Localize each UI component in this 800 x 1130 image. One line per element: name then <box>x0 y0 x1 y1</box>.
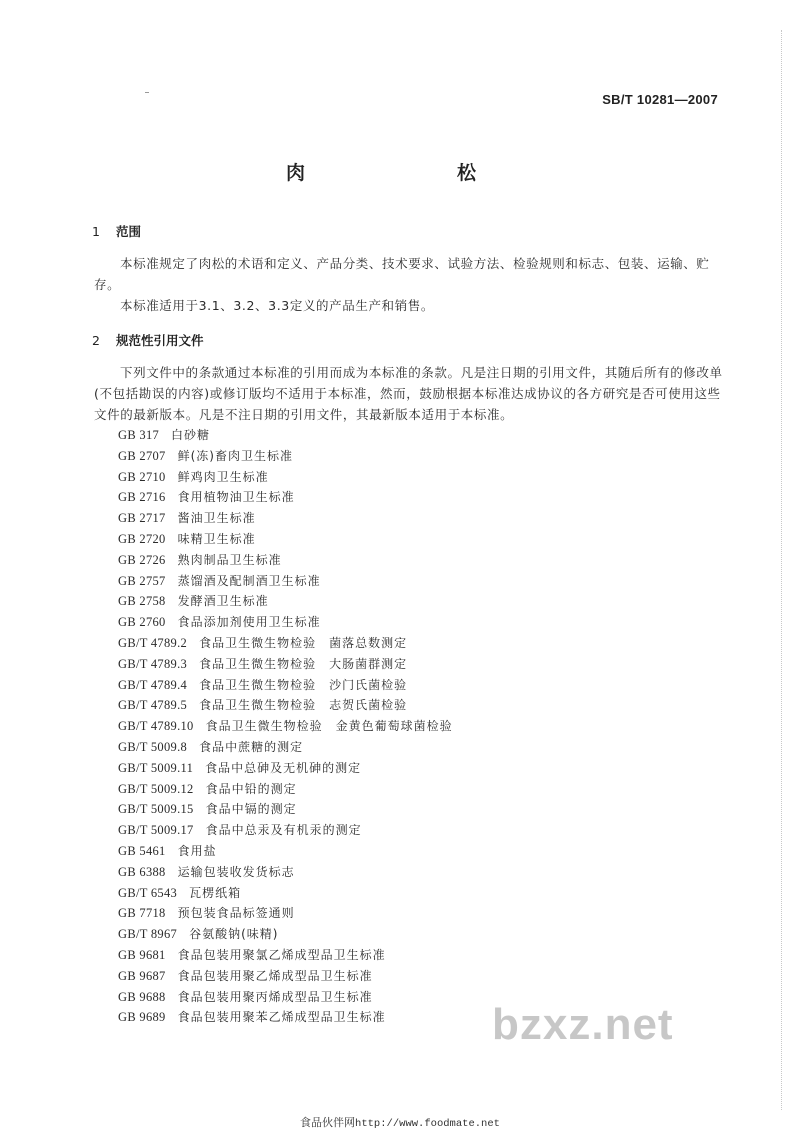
reference-item <box>118 903 453 924</box>
reference-name: 白砂糖 <box>171 428 211 442</box>
scan-edge-mark <box>780 30 782 1110</box>
reference-name: 食品中镉的测定 <box>205 802 297 817</box>
reference-item <box>118 675 453 696</box>
reference-code: GB/T 5009.12 <box>118 781 194 796</box>
reference-item <box>118 758 453 779</box>
reference-item <box>118 633 453 654</box>
reference-item <box>118 883 453 904</box>
reference-name: 食品包装用聚氯乙烯成型品卫生标准 <box>177 947 386 962</box>
reference-code: GB/T 8967 <box>118 927 178 942</box>
reference-code: GB 2716 <box>118 490 166 505</box>
reference-item <box>118 799 453 820</box>
reference-name: 食品包装用聚乙烯成型品卫生标准 <box>177 968 373 983</box>
reference-name: 酱油卫生标准 <box>177 511 256 526</box>
reference-code: GB/T 4789.2 <box>118 635 188 650</box>
reference-code: GB 317 <box>118 428 160 442</box>
reference-name: 味精卫生标准 <box>177 531 256 546</box>
standard-code: SB/T 10281—2007 <box>602 92 718 107</box>
reference-name: 运输包装收发货标志 <box>177 864 295 879</box>
reference-name: 食品卫生微生物检验 大肠菌群测定 <box>199 656 408 671</box>
reference-name: 食用盐 <box>177 843 217 858</box>
reference-name: 食品卫生微生物检验 菌落总数测定 <box>199 635 408 650</box>
reference-item <box>118 820 453 841</box>
reference-code: GB/T 4789.3 <box>118 656 188 671</box>
reference-name: 食用植物油卫生标准 <box>177 490 295 505</box>
reference-code: GB/T 5009.15 <box>118 802 194 817</box>
reference-code: GB 9689 <box>118 1010 166 1025</box>
page-footer <box>0 1114 800 1130</box>
reference-code: GB 2707 <box>118 448 166 463</box>
reference-item <box>118 612 453 633</box>
reference-name: 食品包装用聚苯乙烯成型品卫生标准 <box>177 1010 386 1025</box>
reference-name: 瓦楞纸箱 <box>189 885 242 900</box>
reference-code: GB 9687 <box>118 968 166 983</box>
reference-code: GB/T 5009.8 <box>118 739 188 754</box>
reference-code: GB 2717 <box>118 511 166 526</box>
reference-item <box>118 550 453 571</box>
reference-item <box>118 924 453 945</box>
reference-name: 食品卫生微生物检验 志贺氏菌检验 <box>199 698 408 713</box>
reference-code: GB 2726 <box>118 552 166 567</box>
reference-code: GB 6388 <box>118 864 166 879</box>
reference-item <box>118 737 453 758</box>
reference-code: GB/T 4789.4 <box>118 677 188 692</box>
reference-code: GB 5461 <box>118 843 166 858</box>
scan-speck <box>145 92 149 93</box>
reference-item <box>118 779 453 800</box>
reference-item <box>118 716 453 737</box>
reference-name: 鲜(冻)畜肉卫生标准 <box>177 448 293 463</box>
reference-item <box>118 695 453 716</box>
section-1-heading <box>92 222 141 240</box>
reference-code: GB 9681 <box>118 947 166 962</box>
section-number: 2 <box>92 333 100 348</box>
reference-item <box>118 966 453 987</box>
footer-site-name: 食品伙伴网 <box>300 1116 356 1129</box>
reference-code: GB/T 6543 <box>118 885 178 900</box>
section-1-paragraph-1: 本标准规定了肉松的术语和定义、产品分类、技术要求、试验方法、检验规则和标志、包装、运输、贮存。 <box>94 256 710 292</box>
reference-item <box>118 571 453 592</box>
reference-name: 食品包装用聚丙烯成型品卫生标准 <box>177 989 373 1004</box>
reference-item <box>118 841 453 862</box>
reference-name: 谷氨酸钠(味精) <box>189 927 279 942</box>
section-2-paragraph-1: 下列文件中的条款通过本标准的引用而成为本标准的条款。凡是注日期的引用文件，其随后所有的修改单(不包括勘误的内容)或修订版均不适用于本标准，然而，鼓励根据本标准达成协议的各方研究是否可使用这些文件的最新版本。凡是不注日期的引用文件，其最新版本适用于本标准。 <box>94 365 723 422</box>
reference-code: GB 7718 <box>118 906 166 921</box>
reference-item <box>118 529 453 550</box>
reference-item <box>118 508 453 529</box>
reference-code: GB/T 5009.17 <box>118 823 194 838</box>
reference-item <box>118 591 453 612</box>
reference-item <box>118 467 453 488</box>
reference-name: 食品添加剂使用卫生标准 <box>177 615 321 630</box>
reference-code: GB 2710 <box>118 469 166 484</box>
reference-code: GB/T 5009.11 <box>118 760 194 775</box>
reference-code: GB/T 4789.10 <box>118 719 194 734</box>
reference-item <box>118 1007 453 1028</box>
reference-item <box>118 425 453 446</box>
reference-item <box>118 446 453 467</box>
reference-item <box>118 487 453 508</box>
reference-code: GB 2760 <box>118 615 166 630</box>
reference-name: 熟肉制品卫生标准 <box>177 552 282 567</box>
reference-list <box>118 425 453 1028</box>
reference-code: GB 9688 <box>118 989 166 1004</box>
watermark: bzxz.net <box>492 1000 674 1049</box>
reference-name: 鲜鸡肉卫生标准 <box>177 469 269 484</box>
section-number: 1 <box>92 224 100 239</box>
footer-url: http://www.foodmate.net <box>355 1118 500 1130</box>
section-2-heading <box>92 331 204 349</box>
reference-code: GB 2720 <box>118 531 166 546</box>
reference-name: 食品中总汞及有机汞的测定 <box>205 823 362 838</box>
reference-name: 食品中铅的测定 <box>205 781 297 796</box>
reference-code: GB 2757 <box>118 573 166 588</box>
reference-code: GB 2758 <box>118 594 166 609</box>
document-title: 肉 松 <box>285 162 514 184</box>
reference-name: 预包装食品标签通则 <box>177 906 295 921</box>
section-title: 范围 <box>116 224 142 239</box>
reference-name: 发酵酒卫生标准 <box>177 594 269 609</box>
reference-name: 蒸馏酒及配制酒卫生标准 <box>177 573 321 588</box>
reference-code: GB/T 4789.5 <box>118 698 188 713</box>
reference-item <box>118 654 453 675</box>
section-title: 规范性引用文件 <box>116 333 204 348</box>
reference-item <box>118 987 453 1008</box>
reference-item <box>118 862 453 883</box>
reference-name: 食品卫生微生物检验 金黄色葡萄球菌检验 <box>205 719 453 734</box>
reference-item <box>118 945 453 966</box>
reference-name: 食品中蔗糖的测定 <box>199 739 304 754</box>
reference-name: 食品中总砷及无机砷的测定 <box>205 760 362 775</box>
section-1-paragraph-2: 本标准适用于3.1、3.2、3.3定义的产品生产和销售。 <box>120 298 434 313</box>
reference-name: 食品卫生微生物检验 沙门氏菌检验 <box>199 677 408 692</box>
